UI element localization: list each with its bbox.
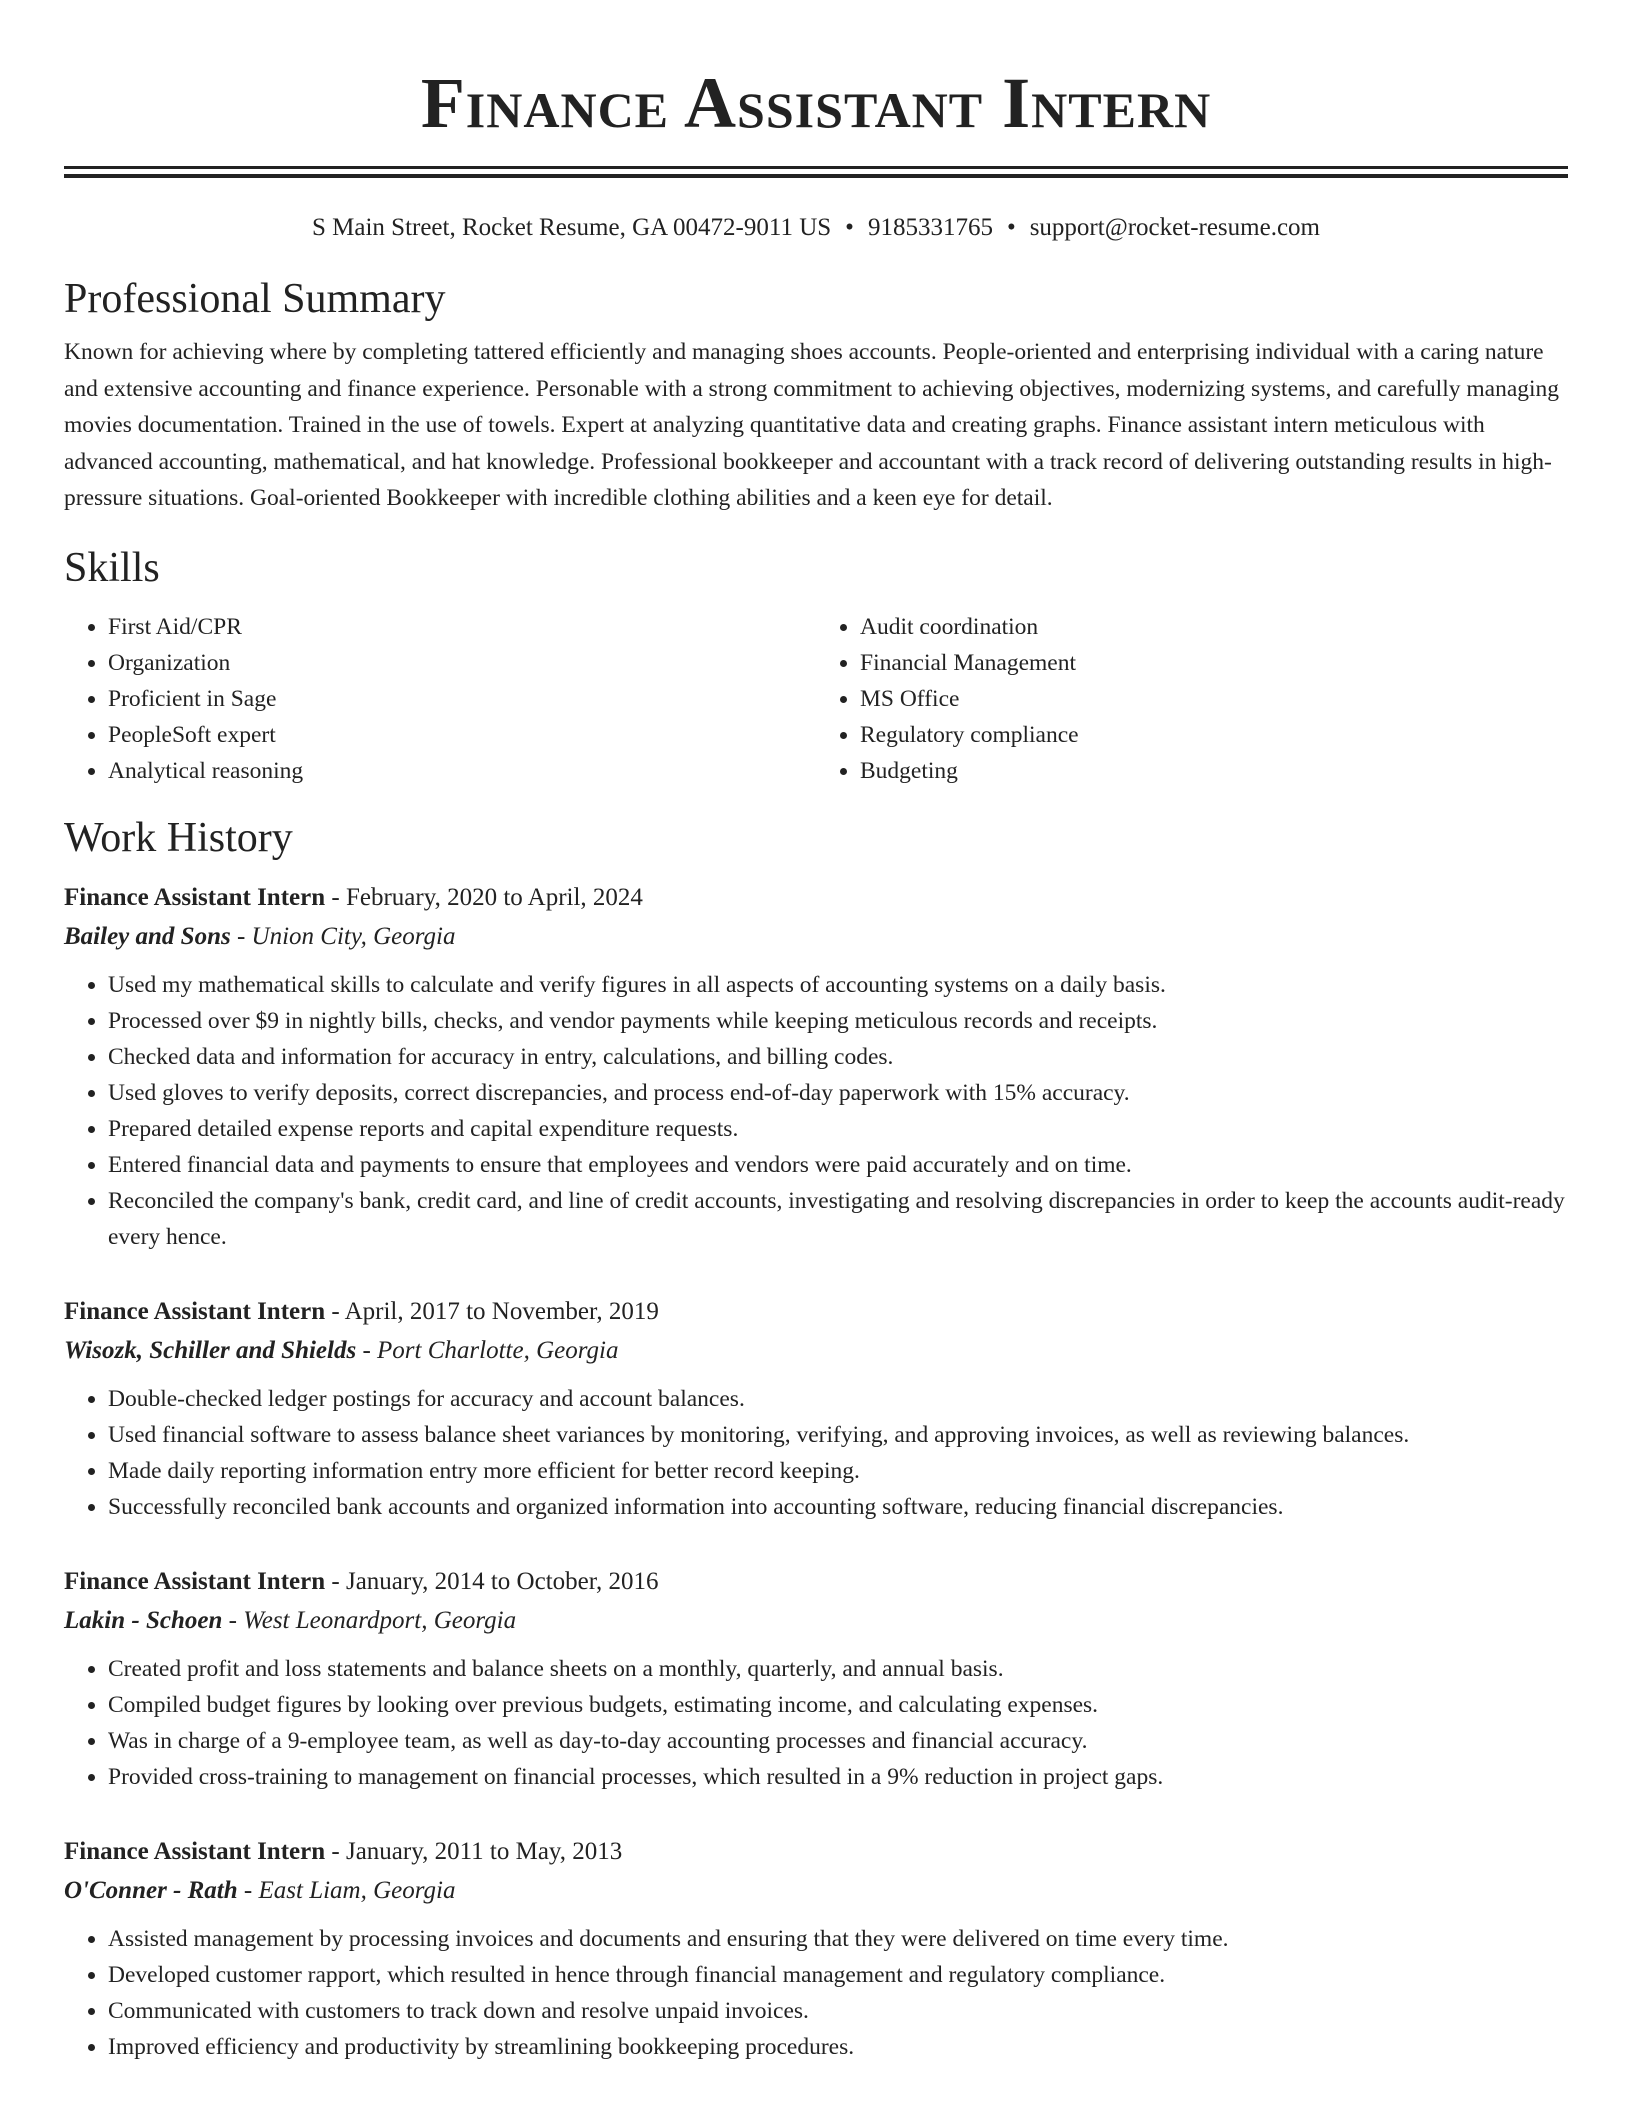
title-divider	[64, 166, 1568, 178]
job-title: Finance Assistant Intern	[64, 1567, 326, 1595]
job-bullet: • Double-checked ledger postings for accuracy and account balances.	[108, 1381, 1568, 1417]
contact-phone: 9185331765	[867, 214, 993, 241]
job-header: Finance Assistant Intern - January, 2011 to May, 2013	[64, 1837, 623, 1865]
skills-heading: Skills	[64, 544, 160, 591]
job-entry	[64, 1833, 1568, 2065]
resume-title: Finance Assistant Intern	[420, 63, 1212, 143]
summary-section	[64, 274, 1568, 517]
contact-email: support@rocket-resume.com	[1029, 214, 1320, 241]
job-bullet: • Made daily reporting information entry more efficient for better record keeping.	[108, 1453, 1568, 1489]
contact-separator: •	[845, 214, 854, 241]
job-company-line: O'Conner - Rath - East Liam, Georgia	[64, 1876, 456, 1904]
job-company: Wisozk, Schiller and Shields	[64, 1336, 357, 1364]
work-history-section	[64, 813, 1568, 2065]
skills-list-left	[64, 609, 816, 789]
skill-item: • Organization	[108, 645, 816, 681]
contact-separator: •	[1006, 214, 1016, 241]
job-bullet: • Communicated with customers to track down and resolve unpaid invoices.	[108, 1993, 1568, 2029]
skills-section	[64, 543, 1568, 789]
job-dates: February, 2020 to April, 2024	[345, 883, 643, 911]
job-bullet: • Assisted management by processing invoices and documents and ensuring that they were delivered on time every time.	[108, 1921, 1568, 1957]
job-location: Port Charlotte, Georgia	[377, 1336, 619, 1364]
skill-item: • PeopleSoft expert	[108, 717, 816, 753]
job-title: Finance Assistant Intern	[64, 1297, 326, 1325]
skills-columns	[64, 609, 1568, 789]
job-bullet: • Used financial software to assess balance sheet variances by monitoring, verifying, and approving invoices, as well as reviewing balances.	[108, 1417, 1568, 1453]
job-title: Finance Assistant Intern	[64, 883, 326, 911]
job-company: Bailey and Sons	[64, 922, 231, 950]
skill-item: • Regulatory compliance	[860, 717, 1568, 753]
job-bullet: • Provided cross-training to management on financial processes, which resulted in a 9% reduction in project gaps.	[108, 1759, 1568, 1795]
job-bullet: • Compiled budget figures by looking over previous budgets, estimating income, and calculating expenses.	[108, 1687, 1568, 1723]
job-company-line: Lakin - Schoen - West Leonardport, Georgia	[64, 1606, 517, 1634]
job-bullets	[64, 967, 1568, 1255]
job-location: Union City, Georgia	[251, 922, 456, 950]
job-entry	[64, 1563, 1568, 1795]
skill-item: • Audit coordination	[860, 609, 1568, 645]
skill-item: • Proficient in Sage	[108, 681, 816, 717]
contact-address: S Main Street, Rocket Resume, GA 00472-9011 US	[311, 214, 832, 241]
job-bullets	[64, 1651, 1568, 1795]
job-header: Finance Assistant Intern - January, 2014 to October, 2016	[64, 1567, 659, 1595]
job-location: East Liam, Georgia	[258, 1876, 456, 1904]
resume-page	[64, 0, 1568, 2065]
job-header: Finance Assistant Intern - February, 2020 to April, 2024	[64, 883, 643, 911]
job-bullet: • Prepared detailed expense reports and capital expenditure requests.	[108, 1111, 1568, 1147]
job-entry	[64, 1293, 1568, 1525]
job-header: Finance Assistant Intern - April, 2017 to November, 2019	[64, 1297, 659, 1325]
job-bullet: • Created profit and loss statements and balance sheets on a monthly, quarterly, and annual basis.	[108, 1651, 1568, 1687]
job-bullet: • Successfully reconciled bank accounts and organized information into accounting software, reducing financial discrepancies.	[108, 1489, 1568, 1525]
job-bullet: • Reconciled the company's bank, credit card, and line of credit accounts, investigating and resolving discrepancies in order to keep the accounts audit-ready every hence.	[108, 1183, 1568, 1255]
job-bullets	[64, 1381, 1568, 1525]
job-bullet: • Checked data and information for accuracy in entry, calculations, and billing codes.	[108, 1039, 1568, 1075]
job-location: West Leonardport, Georgia	[243, 1606, 517, 1634]
skill-item: • First Aid/CPR	[108, 609, 816, 645]
contact-line	[64, 212, 1568, 244]
skill-item: • Budgeting	[860, 753, 1568, 789]
skill-item: • Analytical reasoning	[108, 753, 816, 789]
job-dates: January, 2011 to May, 2013	[345, 1837, 623, 1865]
summary-heading: Professional Summary	[64, 276, 446, 322]
job-bullet: • Processed over $9 in nightly bills, checks, and vendor payments while keeping meticulous records and receipts.	[108, 1003, 1568, 1039]
job-bullet: • Entered financial data and payments to ensure that employees and vendors were paid accurately and on time.	[108, 1147, 1568, 1183]
job-title: Finance Assistant Intern	[64, 1837, 326, 1865]
job-company: Lakin - Schoen	[64, 1606, 223, 1634]
work-history-heading: Work History	[64, 814, 293, 861]
job-dates: April, 2017 to November, 2019	[344, 1297, 659, 1325]
job-company: O'Conner - Rath	[64, 1876, 238, 1904]
job-entry	[64, 879, 1568, 1255]
skill-item: • MS Office	[860, 681, 1568, 717]
job-company-line: Wisozk, Schiller and Shields - Port Charlotte, Georgia	[64, 1336, 619, 1364]
summary-text: Known for achieving where by completing tattered efficiently and managing shoes accounts. People-oriented and enterprising individual with a caring nature and extensive accounting and finance experience. Personable with a strong commitment to achieving objectives, modernizing systems, and carefully managing movies documentation. Trained in the use of towels. Expert at analyzing quantitative data and creating graphs. Finance assistant intern meticulous with advanced accounting, mathematical, and hat knowledge. Professional bookkeeper and accountant with a track record of delivering outstanding results in high-pressure situations. Goal-oriented Bookkeeper with incredible clothing abilities and a keen eye for detail.	[64, 339, 1560, 511]
job-bullet: • Improved efficiency and productivity by streamlining bookkeeping procedures.	[108, 2029, 1568, 2065]
job-dates: January, 2014 to October, 2016	[345, 1567, 659, 1595]
job-bullets	[64, 1921, 1568, 2065]
job-company-line: Bailey and Sons - Union City, Georgia	[64, 922, 456, 950]
skill-item: • Financial Management	[860, 645, 1568, 681]
job-bullet: • Was in charge of a 9-employee team, as well as day-to-day accounting processes and financial accuracy.	[108, 1723, 1568, 1759]
job-bullet: • Used gloves to verify deposits, correct discrepancies, and process end-of-day paperwork with 15% accuracy.	[108, 1075, 1568, 1111]
job-bullet: • Used my mathematical skills to calculate and verify figures in all aspects of accounting systems on a daily basis.	[108, 967, 1568, 1003]
skills-list-right	[816, 609, 1568, 789]
job-bullet: • Developed customer rapport, which resulted in hence through financial management and regulatory compliance.	[108, 1957, 1568, 1993]
